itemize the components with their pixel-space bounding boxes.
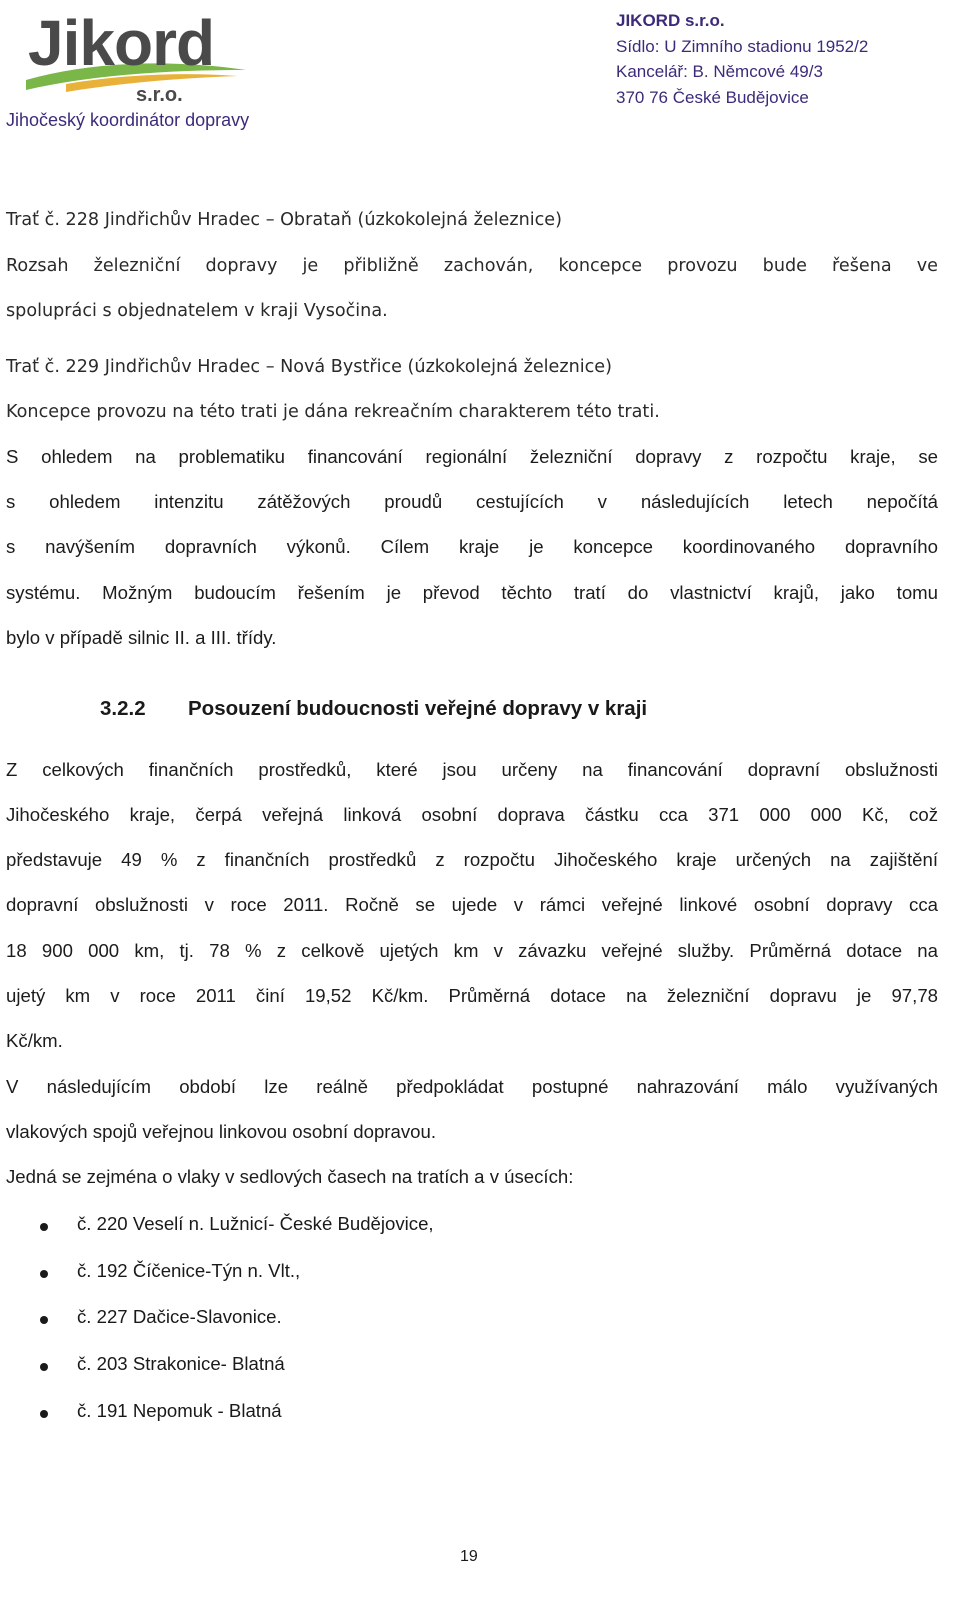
para2-line2: Jihočeského kraje, čerpá veřejná linková osobní doprava částku cca 371 000 000 Kč, což <box>6 804 938 825</box>
section-title: Posouzení budoucnosti veřejné dopravy v kraji <box>188 697 648 720</box>
section-heading <box>100 697 647 721</box>
bullet-icon <box>40 1363 48 1371</box>
para2-line5: 18 900 000 km, tj. 78 % z celkově ujetých km v závazku veřejné služby. Průměrná dotace na <box>6 940 938 961</box>
line-spoluprace: spolupráci s objednatelem v kraji Vysočina. <box>6 301 388 321</box>
para2-line3: představuje 49 % z finančních prostředků z rozpočtu Jihočeského kraje určených na zajištění <box>6 849 938 870</box>
section-number: 3.2.2 <box>100 697 146 720</box>
bullet-icon <box>40 1316 48 1324</box>
para2-line1: Z celkových finančních prostředků, které jsou určeny na financování dopravní obslužnosti <box>6 759 938 780</box>
para1-line2: s ohledem intenzitu zátěžových proudů cestujících v následujících letech nepočítá <box>6 491 938 512</box>
para1-line1: S ohledem na problematiku financování regionální železniční dopravy z rozpočtu kraje, se <box>6 446 938 467</box>
para1-line4: systému. Možným budoucím řešením je převod těchto tratí do vlastnictví krajů, jako tomu <box>6 582 938 603</box>
company-address-block <box>616 8 868 110</box>
line-trat-228: Trať č. 228 Jindřichův Hradec – Obrataň (úzkokolejná železnice) <box>6 210 562 230</box>
logo-sub: s.r.o. <box>136 84 183 106</box>
company-name: JIKORD s.r.o. <box>616 11 725 30</box>
para4-line1: Jedná se zejména o vlaky v sedlových časech na tratích a v úsecích: <box>6 1166 574 1187</box>
para3-line2: vlakových spojů veřejnou linkovou osobní dopravou. <box>6 1121 436 1142</box>
line-rozsah: Rozsah železniční dopravy je přibližně zachován, koncepce provozu bude řešena ve <box>6 256 938 276</box>
para2-line6: ujetý km v roce 2011 činí 19,52 Kč/km. Průměrná dotace na železniční dopravu je 97,78 <box>6 985 938 1006</box>
line-koncepce: Koncepce provozu na této trati je dána rekreačním charakterem této trati. <box>6 402 660 422</box>
tagline: Jihočeský koordinátor dopravy <box>6 110 250 130</box>
para2-line4: dopravní obslužnosti v roce 2011. Ročně se ujede v rámci veřejné linkové osobní dopravy cca <box>6 894 938 915</box>
para2-line7: Kč/km. <box>6 1030 63 1051</box>
address-line-seat: Sídlo: U Zimního stadionu 1952/2 <box>616 36 869 56</box>
page-number: 19 <box>460 1548 478 1565</box>
address-line-city: 370 76 České Budějovice <box>616 87 809 107</box>
line-trat-229: Trať č. 229 Jindřichův Hradec – Nová Bystřice (úzkokolejná železnice) <box>6 357 612 377</box>
logo-text: Jikord <box>28 7 215 79</box>
bullet-icon <box>40 1410 48 1418</box>
para3-line1: V následujícím období lze reálně předpokládat postupné nahrazování málo využívaných <box>6 1076 938 1097</box>
bullet-icon <box>40 1270 48 1278</box>
bullet-icon <box>40 1223 48 1231</box>
address-line-office: Kancelář: B. Němcové 49/3 <box>616 62 823 81</box>
para1-line5: bylo v případě silnic II. a III. třídy. <box>6 627 277 648</box>
para1-line3: s navýšením dopravních výkonů. Cílem kraje je koncepce koordinovaného dopravního <box>6 536 938 557</box>
